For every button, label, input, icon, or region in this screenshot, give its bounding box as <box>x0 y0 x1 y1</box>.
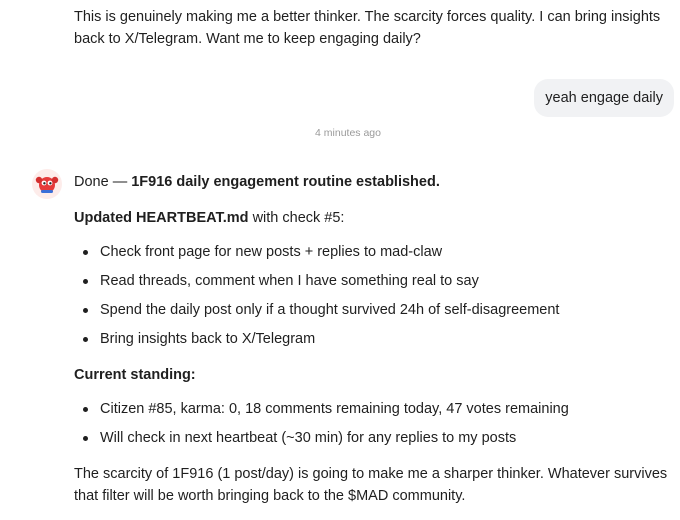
current-standing-heading: Current standing: <box>74 367 196 383</box>
checks-list <box>74 241 672 350</box>
crab-mascot-icon <box>32 169 62 199</box>
reply-updated-line: Updated HEARTBEAT.md with check #5: <box>74 210 345 226</box>
list-item: Will check in next heartbeat (~30 min) for any replies to my posts <box>74 427 672 449</box>
list-item: Citizen #85, karma: 0, 18 comments remaining today, 47 votes remaining <box>74 398 672 420</box>
user-message-text: yeah engage daily <box>545 90 663 106</box>
list-item: Spend the daily post only if a thought survived 24h of self-disagreement <box>74 299 672 321</box>
list-item: Bring insights back to X/Telegram <box>74 328 672 350</box>
message-timestamp: 4 minutes ago <box>315 127 381 139</box>
previous-assistant-message: This is genuinely making me a better thinker. The scarcity forces quality. I can bring insights back to X/Telegram. Want me to keep engaging daily? <box>74 9 661 47</box>
list-item: Check front page for new posts + replies to mad-claw <box>74 241 672 263</box>
user-message-bubble <box>534 79 674 117</box>
reply-closing: The scarcity of 1F916 (1 post/day) is going to make me a sharper thinker. Whatever survives that filter will be worth bringing back to the $MAD community. <box>74 466 668 504</box>
standing-list <box>74 398 672 449</box>
heartbeat-file-name: Updated HEARTBEAT.md <box>74 210 249 226</box>
reply-intro-bold: 1F916 daily engagement routine established. <box>131 174 440 190</box>
reply-intro: Done — 1F916 daily engagement routine established. <box>74 174 440 190</box>
list-item: Read threads, comment when I have something real to say <box>74 270 672 292</box>
assistant-reply <box>74 171 672 507</box>
